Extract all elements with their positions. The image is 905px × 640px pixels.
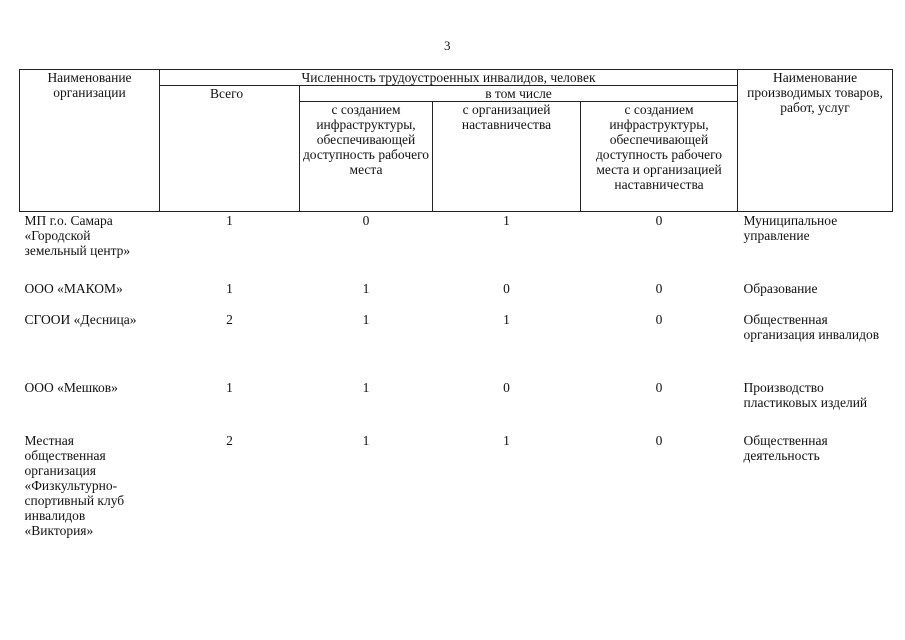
cell-mentor: 1	[503, 312, 510, 327]
cell-org: ООО «МАКОМ»	[24, 281, 123, 296]
table-row	[20, 380, 893, 433]
cell-org: МП г.о. Самара «Городской земельный центр»	[24, 213, 131, 258]
page-number: 3	[444, 38, 451, 53]
table-row	[20, 212, 893, 282]
cell-mentor: 0	[503, 281, 510, 296]
cell-infra-mentor: 0	[655, 312, 663, 327]
header-org: Наименование организации	[20, 70, 160, 212]
cell-infra: 1	[362, 433, 370, 448]
cell-goods: Муниципальное управление	[743, 213, 838, 243]
cell-infra: 1	[362, 281, 370, 296]
header-mentor: с организацией наставничества	[433, 102, 581, 212]
cell-total: 1	[226, 213, 233, 228]
employment-table	[19, 69, 893, 538]
header-goods: Наименование производимых товаров, работ, услуг	[738, 70, 893, 212]
header-including: в том числе	[300, 86, 738, 102]
cell-goods: Образование	[743, 281, 818, 296]
header-infra: с созданием инфраструктуры, обеспечивающей доступность рабочего места	[300, 102, 433, 212]
cell-infra-mentor: 0	[655, 281, 663, 296]
cell-org: Местная общественная организация «Физкультурно-спортивный клуб инвалидов «Виктория»	[24, 433, 125, 538]
cell-infra-mentor: 0	[655, 433, 663, 448]
cell-goods: Производство пластиковых изделий	[743, 380, 868, 410]
header-infra-mentor: с созданием инфраструктуры, обеспечивающей доступность рабочего места и организацией наставничества	[581, 102, 738, 212]
table-header	[20, 70, 893, 212]
cell-total: 1	[226, 380, 233, 395]
cell-org: СГООИ «Десница»	[24, 312, 137, 327]
cell-total: 2	[226, 312, 233, 327]
cell-infra-mentor: 0	[655, 380, 663, 395]
cell-mentor: 1	[503, 213, 510, 228]
cell-infra: 0	[362, 213, 370, 228]
cell-infra-mentor: 0	[655, 213, 663, 228]
cell-goods: Общественная деятельность	[743, 433, 828, 463]
cell-total: 1	[226, 281, 233, 296]
cell-mentor: 1	[503, 433, 510, 448]
table-body	[20, 212, 893, 539]
cell-infra: 1	[362, 380, 370, 395]
cell-org: ООО «Мешков»	[24, 380, 118, 395]
employment-table-container	[19, 69, 893, 538]
table-row	[20, 312, 893, 380]
header-employed: Численность трудоустроенных инвалидов, человек	[160, 70, 738, 86]
table-row	[20, 433, 893, 538]
header-total: Всего	[160, 86, 300, 212]
cell-mentor: 0	[503, 380, 510, 395]
cell-goods: Общественная организация инвалидов	[743, 312, 880, 342]
cell-infra: 1	[362, 312, 370, 327]
table-row	[20, 281, 893, 312]
cell-total: 2	[226, 433, 233, 448]
